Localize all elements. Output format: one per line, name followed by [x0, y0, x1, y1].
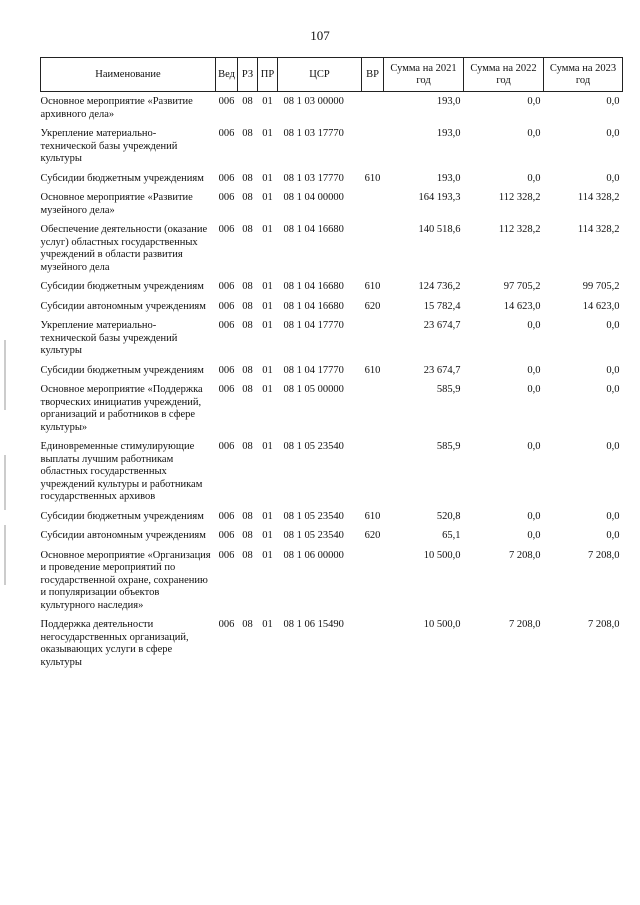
table-row: [41, 548, 623, 618]
scan-edge-mark: [4, 455, 6, 510]
cell-sum-2022: 0,0: [527, 172, 541, 184]
cell-ved: 006: [218, 224, 235, 235]
header-csr: ЦСР: [278, 58, 362, 92]
table-row: [41, 382, 623, 439]
cell-ved: 006: [218, 281, 235, 292]
cell-ved: 006: [218, 384, 235, 395]
cell-sum-2021: 164 193,3: [418, 192, 461, 203]
cell-ved: 006: [218, 128, 235, 139]
cell-name: Основное мероприятие «Поддержка творческих инициатив учреждений, организаций и работников в сфере культуры»: [40, 384, 203, 433]
cell-sum-2021: 124 736,2: [418, 281, 461, 292]
cell-vr: 620: [364, 300, 381, 312]
table-row: [41, 171, 623, 191]
cell-sum-2021: 23 674,7: [423, 320, 461, 331]
cell-name: Обеспечение деятельности (оказание услуг) областных государственных учреждений в области развития музейного дела: [40, 224, 208, 273]
cell-sum-2022: 112 328,2: [498, 224, 541, 235]
cell-sum-2022: 0,0: [527, 320, 541, 331]
cell-pr: 01: [262, 364, 273, 376]
cell-vr: [362, 222, 384, 279]
cell-sum-2021: 23 674,7: [423, 364, 461, 376]
cell-pr: 01: [262, 300, 273, 312]
cell-name: Основное мероприятие «Организация и проведение мероприятий по государственной охране, сохранению и популяризации объектов культурного наследия»: [40, 549, 211, 611]
cell-sum-2022: 0,0: [527, 530, 541, 541]
cell-csr: 08 1 04 17770: [283, 320, 344, 331]
header-sum-2021: Сумма на 2021 год: [384, 58, 464, 92]
cell-pr: 01: [262, 510, 273, 522]
cell-csr: 08 1 04 17770: [283, 364, 344, 376]
cell-name: Субсидии бюджетным учреждениям: [40, 172, 204, 184]
table-row: [41, 363, 623, 383]
cell-sum-2021: 585,9: [436, 384, 461, 395]
cell-sum-2022: 0,0: [527, 96, 541, 107]
cell-sum-2021: 15 782,4: [423, 300, 461, 312]
cell-name: Основное мероприятие «Развитие музейного дела»: [40, 192, 193, 216]
cell-name: Субсидии бюджетным учреждениям: [40, 364, 204, 376]
cell-rz: 08: [242, 96, 253, 107]
cell-ved: 006: [218, 96, 235, 107]
cell-csr: 08 1 03 00000: [283, 96, 344, 107]
header-sum-2022: Сумма на 2022 год: [464, 58, 544, 92]
cell-rz: 08: [242, 172, 253, 184]
cell-vr: [362, 190, 384, 222]
cell-rz: 08: [242, 619, 253, 630]
cell-rz: 08: [242, 364, 253, 376]
cell-vr: [362, 126, 384, 171]
table-row: [41, 279, 623, 299]
cell-name: Укрепление материально-технической базы учреждений культуры: [40, 128, 178, 164]
cell-csr: 08 1 03 17770: [283, 172, 344, 184]
cell-sum-2023: 0,0: [606, 172, 620, 184]
cell-sum-2023: 0,0: [606, 96, 620, 107]
cell-vr: 610: [364, 172, 381, 184]
cell-ved: 006: [218, 510, 235, 522]
cell-rz: 08: [242, 510, 253, 522]
header-sum-2023: Сумма на 2023 год: [544, 58, 623, 92]
cell-pr: 01: [262, 619, 273, 630]
cell-sum-2022: 14 623,0: [503, 300, 541, 312]
cell-ved: 006: [218, 172, 235, 184]
cell-sum-2021: 193,0: [436, 172, 461, 184]
cell-pr: 01: [262, 320, 273, 331]
cell-vr: 610: [364, 364, 381, 376]
table-row: [41, 126, 623, 171]
cell-sum-2022: 0,0: [527, 128, 541, 139]
cell-sum-2022: 0,0: [527, 384, 541, 395]
cell-vr: 620: [364, 530, 381, 541]
cell-sum-2023: 114 328,2: [577, 192, 620, 203]
cell-sum-2023: 7 208,0: [588, 549, 620, 561]
header-rz: РЗ: [238, 58, 258, 92]
header-name: Наименование: [41, 58, 216, 92]
cell-name: Основное мероприятие «Развитие архивного дела»: [40, 96, 193, 120]
cell-sum-2023: 0,0: [606, 530, 620, 541]
cell-csr: 08 1 05 23540: [283, 510, 344, 522]
cell-csr: 08 1 06 15490: [283, 619, 344, 630]
page-number: 107: [310, 28, 330, 43]
cell-csr: 08 1 03 17770: [283, 128, 344, 139]
cell-sum-2023: 0,0: [606, 510, 620, 522]
cell-rz: 08: [242, 224, 253, 235]
cell-vr: [362, 617, 384, 674]
cell-vr: [362, 92, 384, 127]
cell-vr: [362, 382, 384, 439]
table-row: [41, 509, 623, 529]
cell-sum-2022: 7 208,0: [509, 549, 541, 561]
scan-edge-mark: [4, 340, 6, 410]
cell-sum-2021: 193,0: [436, 128, 461, 139]
cell-ved: 006: [218, 441, 235, 452]
cell-sum-2023: 7 208,0: [588, 619, 620, 630]
cell-ved: 006: [218, 530, 235, 541]
cell-sum-2021: 10 500,0: [423, 619, 461, 630]
table-row: [41, 190, 623, 222]
cell-sum-2021: 520,8: [436, 510, 461, 522]
cell-sum-2023: 0,0: [606, 364, 620, 376]
cell-rz: 08: [242, 549, 253, 561]
cell-vr: [362, 548, 384, 618]
cell-ved: 006: [218, 192, 235, 203]
table-row: [41, 617, 623, 674]
cell-vr: 610: [364, 281, 381, 292]
cell-pr: 01: [262, 128, 273, 139]
cell-ved: 006: [218, 320, 235, 331]
cell-sum-2021: 585,9: [436, 441, 461, 452]
cell-rz: 08: [242, 384, 253, 395]
table-header-row: [41, 58, 623, 92]
table-row: [41, 92, 623, 127]
table-row: [41, 439, 623, 509]
cell-vr: [362, 439, 384, 509]
cell-csr: 08 1 04 16680: [283, 300, 344, 312]
cell-csr: 08 1 04 00000: [283, 192, 344, 203]
cell-pr: 01: [262, 441, 273, 452]
cell-pr: 01: [262, 224, 273, 235]
cell-pr: 01: [262, 530, 273, 541]
header-ved: Вед: [216, 58, 238, 92]
cell-rz: 08: [242, 441, 253, 452]
cell-sum-2022: 0,0: [527, 510, 541, 522]
cell-pr: 01: [262, 384, 273, 395]
scan-edge-mark: [4, 525, 6, 585]
cell-rz: 08: [242, 281, 253, 292]
cell-pr: 01: [262, 172, 273, 184]
budget-table: [40, 57, 623, 674]
cell-vr: 610: [364, 510, 381, 522]
cell-sum-2022: 112 328,2: [498, 192, 541, 203]
cell-ved: 006: [218, 549, 235, 561]
table-row: [41, 528, 623, 548]
cell-name: Субсидии автономным учреждениям: [40, 300, 206, 312]
table-row: [41, 299, 623, 319]
cell-ved: 006: [218, 619, 235, 630]
cell-pr: 01: [262, 96, 273, 107]
cell-sum-2023: 0,0: [606, 384, 620, 395]
cell-csr: 08 1 06 00000: [283, 549, 344, 561]
cell-rz: 08: [242, 300, 253, 312]
cell-name: Субсидии бюджетным учреждениям: [40, 510, 204, 522]
cell-sum-2021: 140 518,6: [418, 224, 461, 235]
cell-pr: 01: [262, 281, 273, 292]
cell-pr: 01: [262, 549, 273, 561]
header-vr: ВР: [362, 58, 384, 92]
cell-ved: 006: [218, 300, 235, 312]
cell-sum-2021: 193,0: [436, 96, 461, 107]
cell-name: Укрепление материально-технической базы учреждений культуры: [40, 320, 178, 356]
cell-sum-2021: 10 500,0: [423, 549, 461, 561]
cell-csr: 08 1 05 00000: [283, 384, 344, 395]
cell-csr: 08 1 05 23540: [283, 441, 344, 452]
cell-vr: [362, 318, 384, 363]
cell-sum-2022: 0,0: [527, 364, 541, 376]
cell-csr: 08 1 04 16680: [283, 224, 344, 235]
cell-rz: 08: [242, 192, 253, 203]
cell-sum-2023: 0,0: [606, 441, 620, 452]
cell-name: Поддержка деятельности негосударственных организаций, оказывающих услуги в сфере культуры: [40, 619, 189, 668]
cell-sum-2021: 65,1: [442, 530, 461, 541]
cell-sum-2023: 0,0: [606, 128, 620, 139]
cell-rz: 08: [242, 320, 253, 331]
cell-csr: 08 1 04 16680: [283, 281, 344, 292]
cell-ved: 006: [218, 364, 235, 376]
cell-name: Единовременные стимулирующие выплаты лучшим работникам областных государственных учреждений культуры и работникам государственных архивов: [40, 441, 203, 502]
cell-rz: 08: [242, 530, 253, 541]
cell-csr: 08 1 05 23540: [283, 530, 344, 541]
cell-sum-2023: 99 705,2: [582, 281, 620, 292]
cell-sum-2023: 0,0: [606, 320, 620, 331]
header-pr: ПР: [258, 58, 278, 92]
cell-sum-2022: 97 705,2: [503, 281, 541, 292]
table-row: [41, 222, 623, 279]
cell-rz: 08: [242, 128, 253, 139]
cell-name: Субсидии автономным учреждениям: [40, 530, 206, 541]
cell-name: Субсидии бюджетным учреждениям: [40, 281, 204, 292]
cell-sum-2023: 114 328,2: [577, 224, 620, 235]
cell-sum-2023: 14 623,0: [582, 300, 620, 312]
cell-sum-2022: 0,0: [527, 441, 541, 452]
cell-sum-2022: 7 208,0: [509, 619, 541, 630]
cell-pr: 01: [262, 192, 273, 203]
table-row: [41, 318, 623, 363]
